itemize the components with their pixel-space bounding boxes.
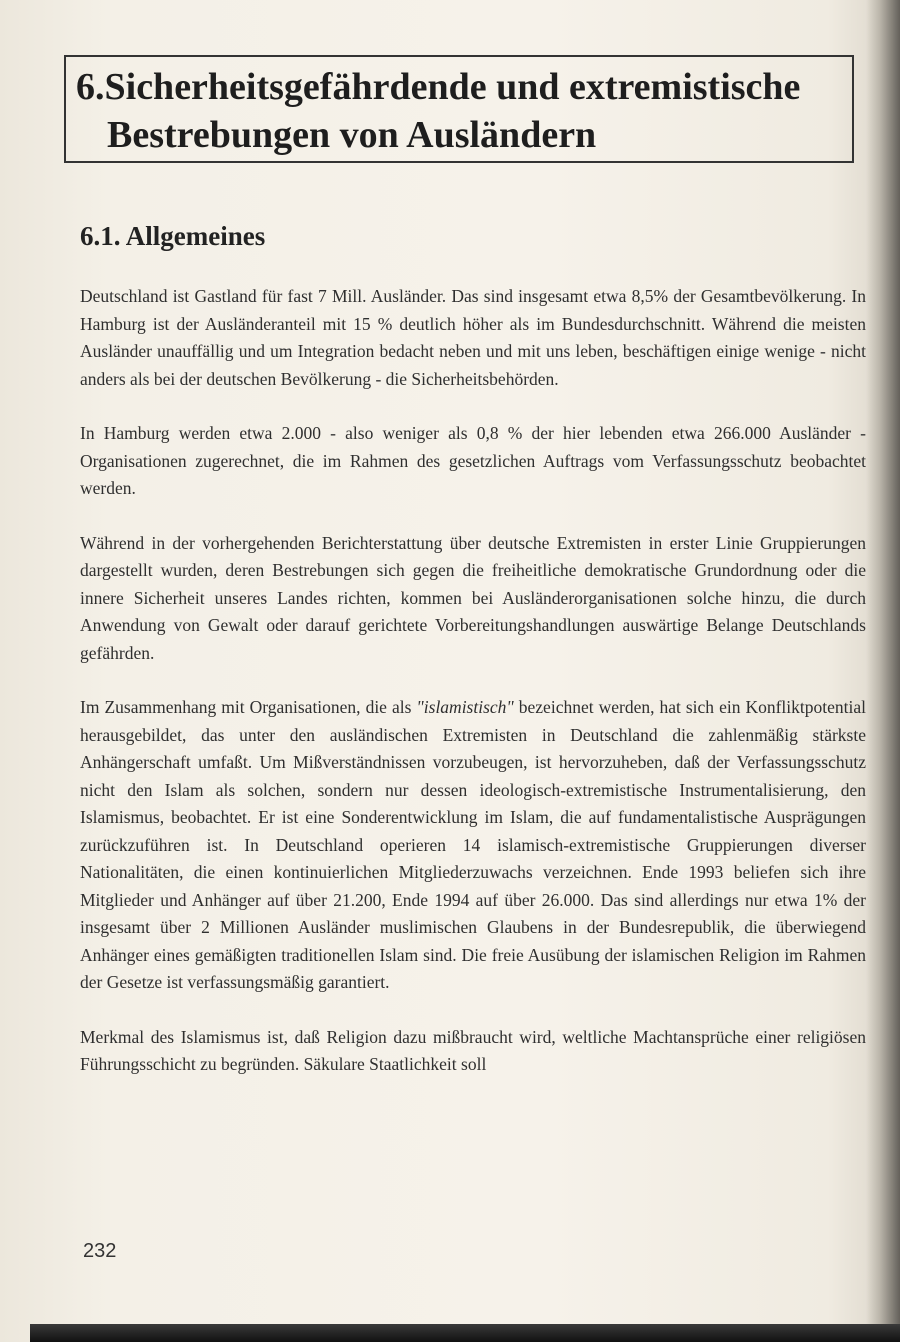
book-gutter-shadow [866,0,900,1342]
paragraph-2: In Hamburg werden etwa 2.000 - also weniger als 0,8 % der hier lebenden etwa 266.000 Ausländer - Organisationen zugerechnet, die im Rahmen des gesetzlichen Auftrags vom Verfassungsschutz beobachtet werden. [80,423,866,498]
chapter-title-box [64,55,854,163]
chapter-title-line-2: Bestrebungen von Ausländern [107,114,597,156]
paragraph-5: Merkmal des Islamismus ist, daß Religion dazu mißbraucht wird, weltliche Machtansprüche einer religiösen Führungsschicht zu begründen. Säkulare Staatlichkeit soll [80,1026,866,1074]
section-heading: 6.1. Allgemeines [80,221,266,251]
chapter-title-line-1: 6.Sicherheitsgefährdende und extremistische [76,66,801,108]
paragraph-4-emphasis: "islamistisch" [416,697,514,717]
page-number: 232 [83,1240,117,1262]
paragraph-4 [80,694,866,997]
paragraph-3: Während in der vorhergehenden Berichterstattung über deutsche Extremisten in erster Linie Gruppierungen dargestellt wurden, deren Bestrebungen sich gegen die freiheitliche demokratische Grundordnung oder die innere Sicherheit unseres Landes richten, kommen bei Ausländerorganisationen solche hinzu, die durch Anwendung von Gewalt oder darauf gerichtete Vorbereitungshandlungen auswärtige Belange Deutschlands gefährden. [80,532,866,663]
paragraph-1: Deutschland ist Gastland für fast 7 Mill. Ausländer. Das sind insgesamt etwa 8,5% der Gesamtbevölkerung. In Hamburg ist der Ausländeranteil mit 15 % deutlich höher als im Bundesdurchschnitt. Während die meisten Ausländer unauffällig und um Integration bedacht neben und mit uns leben, beschäftigen einige wenige - nicht anders als bei der deutschen Bevölkerung - die Sicherheitsbehörden. [80,286,866,389]
paragraph-4-rest: bezeichnet werden, hat sich ein Konfliktpotential herausgebildet, das unter den ausländischen Extremisten in Deutschland die zahlenmäßig stärkste Anhängerschaft umfaßt. Um Mißverständnissen vorzubeugen, ist hervorzuheben, daß der Verfassungsschutz nicht den Islam als solchen, sondern nur dessen ideologisch-extremistische Instrumentalisierung, den Islamismus, beobachtet. Er ist eine Sonderentwicklung im Islam, die auf fundamentalistische Ausprägungen zurückzuführen ist. In Deutschland operieren 14 islamisch-extremistische Gruppierungen diverser Nationalitäten, die einen kontinuierlichen Mitgliederzuwachs verzeichnen. Ende 1993 beliefen sich ihre Mitglieder und Anhänger auf über 21.200, Ende 1994 auf über 26.000. Das sind allerdings nur etwa 1% der insgesamt über 2 Millionen Ausländer muslimischen Glaubens in der Bundesrepublik, die überwiegend Anhänger eines gemäßigten traditionellen Islam sind. Die freie Ausübung der islamischen Religion im Rahmen der Gesetze ist verfassungsmäßig garantiert. [80,697,866,992]
paragraph-4-start: Im Zusammenhang mit Organisationen, die als [80,697,417,717]
body-text [80,283,866,1106]
scan-bottom-edge [30,1324,900,1342]
